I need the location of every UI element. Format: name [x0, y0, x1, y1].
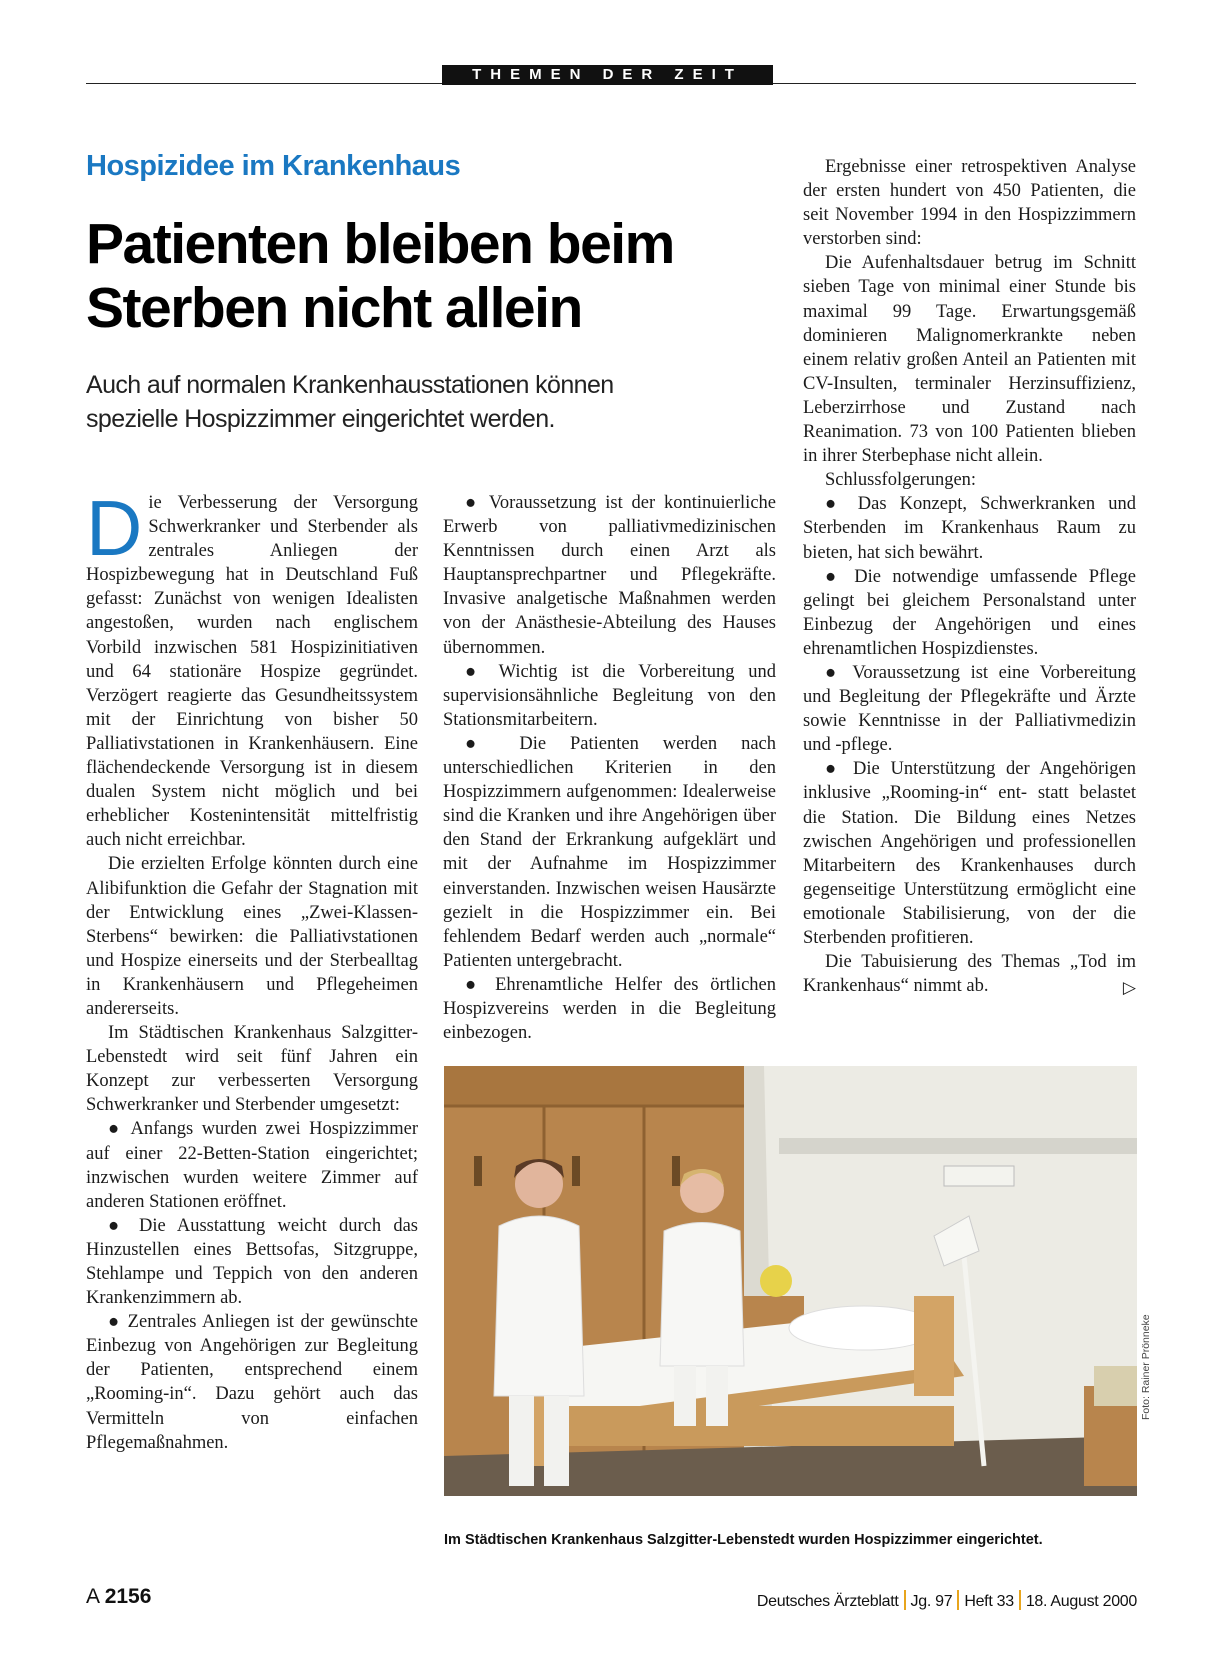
paragraph: Die erzielten Erfolge könnten durch eine Alibifunktion die Gefahr der Stagnation mit der Entwicklung eines „Zwei-Klassen-Sterbens“ bewirken: die Palliativstationen und Hospize einerseits und der Sterbealltag in Krankenhäusern und Pflegeheimen andererseits.	[86, 854, 418, 1019]
bullet-paragraph: ● Die notwendige umfassende Pflege gelingt bei gleichem Personalstand unter Einbezug der Angehörigen und eines ehrenamtlichen Hospizdienstes.	[803, 566, 1136, 659]
article-column-3	[803, 155, 1136, 1000]
separator	[1019, 1590, 1021, 1610]
issue: Heft 33	[964, 1593, 1014, 1610]
journal-info	[757, 1590, 1137, 1611]
article-column-2	[443, 491, 776, 1045]
hospice-room-photo	[444, 1066, 1137, 1496]
drop-cap: D	[86, 484, 143, 572]
headline-line-2: Sterben nicht allein	[86, 276, 582, 340]
bullet-paragraph: ● Das Konzept, Schwerkranken und Sterbenden im Krankenhaus Raum zu bieten, hat sich bewährt.	[803, 494, 1136, 563]
bullet-paragraph: ● Die Unterstützung der Angehörigen inklusive „Rooming-in“ ent- statt belastet die Station. Die Bildung eines Netzes zwischen Angehörigen und professionellen Mitarbeitern des Krankenhauses durch gegenseitige Unterstützung ermöglicht eine emotionale Stabilisierung, von der die Sterbenden profitieren.	[803, 759, 1136, 948]
rubric: Hospizidee im Krankenhaus	[86, 150, 461, 182]
volume: Jg. 97	[910, 1593, 953, 1610]
paragraph: Schlussfolgerungen:	[825, 470, 977, 491]
paragraph-text: ie Verbesserung der Versorgung Schwerkranker und Sterbender als zentrales Anliegen der Hospizbewegung hat in Deutschland Fuß gefasst: Zunächst von wenigen Idealisten angestoßen, wurden nach englischem Vorbild inzwischen 581 Hospizinitiativen und 64 stationäre Hospize gegründet. Verzögert reagierte das Gesundheitssystem mit der Einrichtung von bisher 50 Palliativstationen in Krankenhäusern. Eine flächendeckende Versorgung ist in diesem dualen System nicht möglich und bei erheblicher Kostenintensität mittelfristig auch nicht erreichbar.	[86, 493, 418, 851]
paragraph	[86, 484, 418, 852]
photo-credit: Foto: Rainer Prönneke	[1140, 1314, 1152, 1420]
article-column-1	[86, 484, 418, 1455]
bullet-paragraph: ● Ehrenamtliche Helfer des örtlichen Hospizvereins werden in die Begleitung einbezogen.	[443, 974, 776, 1044]
paragraph-text: Die Tabuisierung des Themas „Tod im Krankenhaus“ nimmt ab.	[803, 952, 1136, 997]
page-number-value: 2156	[104, 1585, 152, 1608]
paragraph: Im Städtischen Krankenhaus Salzgitter-Lebenstedt wird seit fünf Jahren ein Konzept zur verbesserten Versorgung Schwerkranker und Sterbender umgesetzt:	[86, 1023, 418, 1116]
bullet-paragraph: ● Voraussetzung ist der kontinuierliche Erwerb von palliativmedizinischen Kenntnissen durch einen Arzt als Hauptansprechpartner und Pflegekräfte. Invasive analgetische Maßnahmen werden von der Anästhesie-Abteilung des Hauses übernommen.	[443, 493, 776, 658]
bullet-paragraph: ● Zentrales Anliegen ist der gewünschte Einbezug von Angehörigen zur Begleitung der Patienten, entsprechend einem „Rooming-in“. Dazu gehört auch das Vermitteln von einfachen Pflegemaßnahmen.	[86, 1312, 418, 1453]
paragraph: Ergebnisse einer retrospektiven Analyse der ersten hundert von 450 Patienten, die seit November 1994 in den Hospizzimmern verstorben sind:	[803, 157, 1136, 250]
journal-name: Deutsches Ärzteblatt	[756, 1593, 899, 1610]
paragraph: Die Aufenhaltsdauer betrug im Schnitt sieben Tage von minimal einer Stunde bis maximal 99 Tage. Erwartungsgemäß dominieren Malignomerkrankte neben einem relativ großen Anteil an Patienten mit CV-Insulten, terminaler Herzinsuffizienz, Leberzirrhose und Zustand nach Reanimation. 73 von 100 Patienten blieben in ihrer Sterbephase nicht allein.	[803, 253, 1136, 467]
deck-line-2: spezielle Hospizzimmer eingerichtet werden.	[86, 405, 555, 433]
page-number	[86, 1585, 151, 1609]
continue-arrow-icon: ▷	[1122, 978, 1136, 998]
photo-caption: Im Städtischen Krankenhaus Salzgitter-Lebenstedt wurden Hospizzimmer eingerichtet.	[444, 1532, 1043, 1548]
issue-date: 18. August 2000	[1025, 1593, 1137, 1610]
section-label: THEMEN DER ZEIT	[442, 65, 773, 85]
bullet-paragraph: ● Anfangs wurden zwei Hospizzimmer auf einer 22-Betten-Station eingerichtet; inzwischen wurden weitere Zimmer auf anderen Stationen eröffnet.	[86, 1119, 418, 1212]
bullet-paragraph: ● Wichtig ist die Vorbereitung und supervisionsähnliche Begleitung von den Stationsmitarbeitern.	[443, 661, 776, 730]
headline-line-1: Patienten bleiben beim	[86, 212, 674, 276]
headline	[86, 212, 766, 340]
deck-line-1: Auch auf normalen Krankenhausstationen können	[86, 371, 614, 399]
page-prefix: A	[86, 1585, 99, 1608]
separator	[957, 1590, 959, 1610]
paragraph	[803, 950, 1136, 998]
bullet-paragraph: ● Voraussetzung ist eine Vorbereitung und Begleitung der Pflegekräfte und Ärzte sowie Kenntnisse in der Palliativmedizin und -pflege.	[803, 662, 1136, 756]
deck	[86, 368, 786, 436]
bullet-paragraph: ● Die Ausstattung weicht durch das Hinzustellen eines Bettsofas, Sitzgruppe, Stehlampe und Teppich von den anderen Krankenzimmern ab.	[86, 1215, 418, 1309]
separator	[904, 1590, 906, 1610]
bullet-paragraph: ● Die Patienten werden nach unterschiedlichen Kriterien in den Hospizzimmern aufgenommen: Idealerweise sind die Kranken und ihre Angehörigen über den Stand der Erkrankung aufgeklärt und mit der Aufnahme im Hospizzimmer einverstanden. Inzwischen weisen Hausärzte gezielt in die Hospizzimmer ein. Bei fehlendem Bedarf werden auch „normale“ Patienten untergebracht.	[443, 733, 776, 971]
